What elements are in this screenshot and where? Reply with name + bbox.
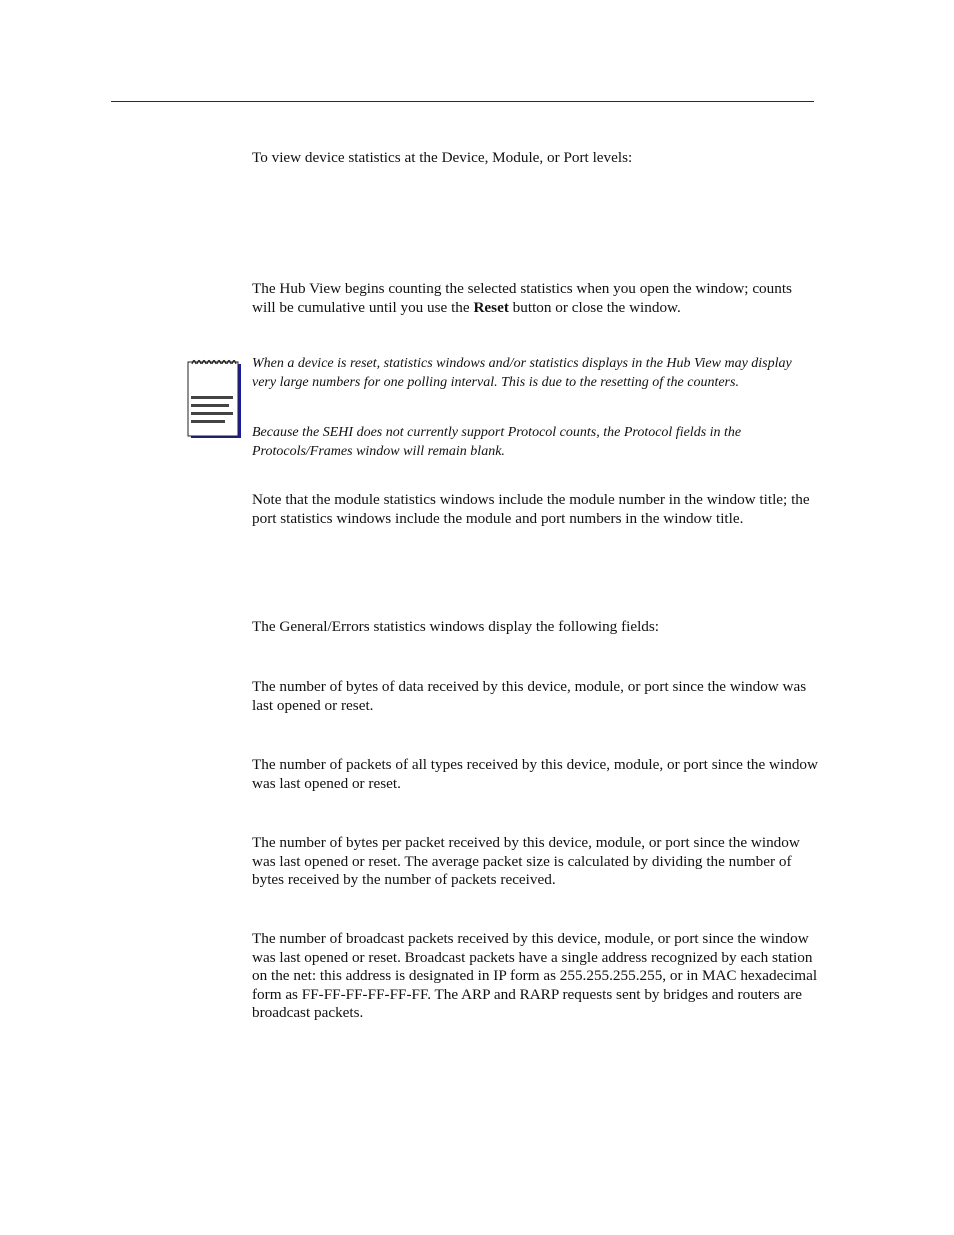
- field-avg-size-description: The number of bytes per packet received by this device, module, or port since the window was last opened or reset. The average packet size is calculated by dividing the number of bytes received by the number of packets received.: [252, 834, 800, 889]
- hub-view-text-start: The Hub View begins counting the selected statistics when you open the window; counts will be cumulative until you use the: [252, 280, 792, 316]
- module-note-text: Note that the module statistics windows include the module number in the window title; the port statistics windows include the module and port numbers in the window title.: [252, 491, 810, 527]
- note-reset-text: When a device is reset, statistics windows and/or statistics displays in the Hub View may display very large numbers for one polling interval. This is due to the resetting of the counters.: [252, 356, 792, 390]
- reset-label: Reset: [473, 298, 509, 316]
- field-bytes-description: The number of bytes of data received by this device, module, or port since the window was last opened or reset.: [252, 678, 807, 714]
- field-broadcast-description: The number of broadcast packets received by this device, module, or port since the window was last opened or reset. Broadcast packets have a single address recognized by each station on the net: this address is designated in IP form as 255.255.255.255, or in MAC hexadecimal form as FF-FF-FF-FF-FF-FF. The ARP and RARP requests sent by bridges and routers are broadcast packets.: [252, 930, 818, 1022]
- notepad-icon: [187, 356, 243, 440]
- header-rule: [111, 101, 814, 102]
- hub-view-text-end: button or close the window.: [508, 298, 681, 316]
- hub-view-paragraph: [252, 280, 818, 317]
- intro-text: To view device statistics at the Device, Module, or Port levels:: [252, 149, 633, 166]
- fields-intro-text: The General/Errors statistics windows display the following fields:: [252, 618, 660, 635]
- field-packets-description: The number of packets of all types received by this device, module, or port since the window was last opened or reset.: [252, 756, 818, 792]
- note-protocol-text: Because the SEHI does not currently support Protocol counts, the Protocol fields in the Protocols/Frames window will remain blank.: [252, 425, 742, 459]
